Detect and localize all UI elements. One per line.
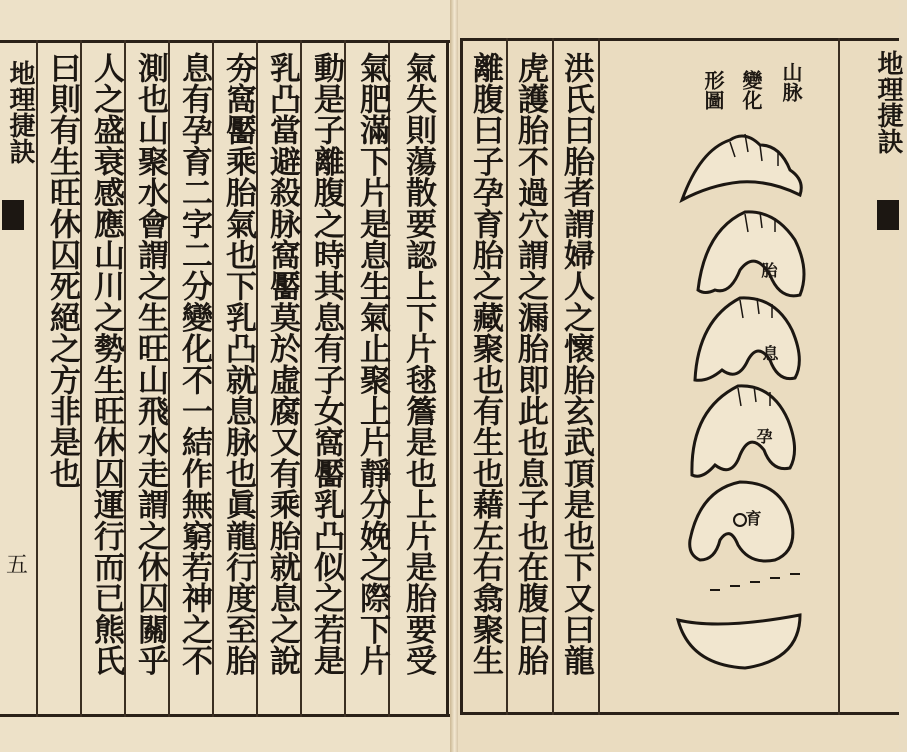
text-column: 乳凸當避殺脉窩靨莫於虛腐又有乘胎就息之說 — [264, 52, 300, 676]
text-column: 虎護胎不過穴謂之漏胎即此也息子也在腹曰胎 — [512, 52, 548, 676]
left-spine-title: 地理捷訣 — [5, 60, 35, 164]
figure-label-yu: 育 — [743, 510, 762, 526]
text-column: 氣肥滿下片是息生氣止聚上片靜分娩之際下片 — [354, 52, 390, 676]
figure-label-xi: 息 — [760, 345, 779, 361]
figure-title-line: 山脉 — [779, 62, 803, 102]
figure-title-line: 變化 — [739, 70, 763, 110]
text-column: 夯窩靨乘胎氣也下乳凸就息脉也眞龍行度至胎 — [220, 52, 256, 676]
figure-title-line: 形圖 — [701, 70, 725, 110]
text-column: 氣失則蕩散要認上下片毬簷是也上片是胎要受 — [400, 52, 436, 676]
mountain-vein-figure — [660, 120, 810, 680]
text-column: 曰則有生旺休囚死絕之方非是也 — [44, 52, 80, 489]
page-number: 五 — [6, 553, 29, 578]
text-column: 洪氏曰胎者謂婦人之懷胎玄武頂是也下又曰龍 — [558, 52, 594, 676]
figure-label-yun: 孕 — [754, 428, 773, 444]
right-spine-divider — [838, 38, 840, 715]
column-rule — [552, 38, 554, 715]
right-outer-border — [460, 38, 463, 715]
right-bottom-border — [460, 712, 899, 715]
text-column: 息有孕育二字二分變化不一結作無窮若神之不 — [176, 52, 212, 676]
left-bottom-border — [0, 714, 450, 717]
figure-label-tai: 胎 — [759, 262, 778, 278]
text-column: 人之盛衰感應山川之勢生旺休囚運行而已熊氏 — [88, 52, 124, 676]
left-top-border — [0, 40, 450, 43]
left-outer-border — [446, 40, 449, 717]
right-top-border — [460, 38, 899, 41]
fish-tail-mark — [877, 200, 899, 230]
column-rule — [506, 38, 508, 715]
text-column: 離腹曰子孕育胎之藏聚也有生也藉左右翕聚生 — [467, 52, 503, 676]
text-column: 動是子離腹之時其息有子女窩靨乳凸似之若是 — [308, 52, 344, 676]
fish-tail-mark — [2, 200, 24, 230]
right-spine-title: 地理捷訣 — [873, 50, 903, 154]
column-rule — [598, 38, 600, 715]
text-column: 測也山聚水會謂之生旺山飛水走謂之休囚關乎 — [132, 52, 168, 676]
